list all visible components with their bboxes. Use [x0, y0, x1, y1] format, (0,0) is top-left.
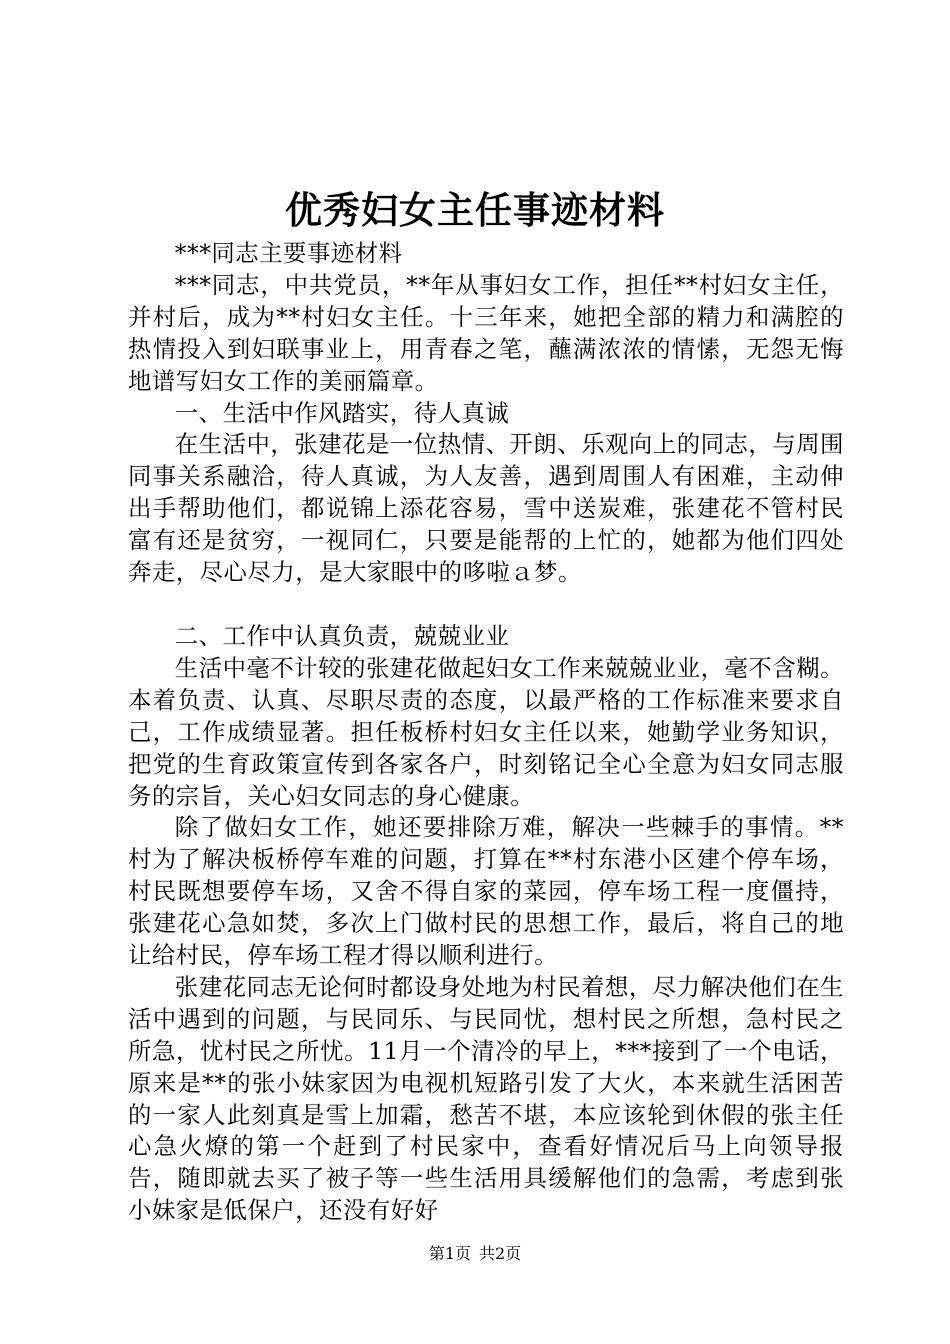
page-number: 第1页 — [428, 1244, 471, 1263]
paragraph-gap — [128, 589, 844, 621]
section-heading-2: 二、工作中认真负责，兢兢业业 — [174, 621, 510, 650]
subtitle-paragraph: ***同志主要事迹材料 — [174, 239, 403, 267]
body-paragraph: 在生活中，张建花是一位热情、开朗、乐观向上的同志，与周围同事关系融洽，待人真诚，为人友善，遇到周围人有困难，主动伸出手帮助他们，都说锦上添花容易，雪中送炭难，张建花不管村民富有还是贫穷，一视同仁，只要是能帮的上忙的，她都为他们四处奔走，尽心尽力，是大家眼中的哆啦ａ梦。 — [128, 430, 844, 587]
document-body — [128, 238, 844, 1227]
body-paragraph: 生活中毫不计较的张建花做起妇女工作来兢兢业业，毫不含糊。本着负责、认真、尽职尽责的态度，以最严格的工作标准来要求自己，工作成绩显著。担任板桥村妇女主任以来，她勤学业务知识，把党的生育政策宣传到各家各户，时刻铭记全心全意为妇女同志服务的宗旨，关心妇女同志的身心健康。 — [128, 653, 844, 810]
document-title: 优秀妇女主任事迹材料 — [285, 188, 665, 232]
page-footer — [0, 1243, 950, 1265]
page-total: 共2页 — [479, 1244, 522, 1263]
body-paragraph: 除了做妇女工作，她还要排除万难，解决一些棘手的事情。**村为了解决板桥停车难的问题，打算在**村东港小区建个停车场，村民既想要停车场，又舍不得自家的菜园，停车场工程一度僵持，张建花心急如焚，多次上门做村民的思想工作，最后，将自己的地让给村民，停车场工程才得以顺利进行。 — [128, 813, 844, 970]
intro-paragraph: ***同志，中共党员，**年从事妇女工作，担任**村妇女主任，并村后，成为**村妇女主任。十三年来，她把全部的精力和满腔的热情投入到妇联事业上，用青春之笔，蘸满浓浓的情愫，无怨无悔地谱写妇女工作的美丽篇章。 — [128, 270, 844, 395]
body-paragraph: 张建花同志无论何时都设身处地为村民着想，尽力解决他们在生活中遇到的问题，与民同乐、与民同忧，想村民之所想，急村民之所急，忧村民之所忧。11月一个清冷的早上，***接到了一个电话，原来是**的张小妹家因为电视机短路引发了大火，本来就生活困苦的一家人此刻真是雪上加霜，愁苦不堪，本应该轮到休假的张主任心急火燎的第一个赶到了村民家中，查看好情况后马上向领导报告，随即就去买了被子等一些生活用具缓解他们的急需，考虑到张小妹家是低保户，还没有好好 — [128, 972, 844, 1225]
section-heading-1: 一、生活中作风踏实，待人真诚 — [174, 398, 510, 427]
